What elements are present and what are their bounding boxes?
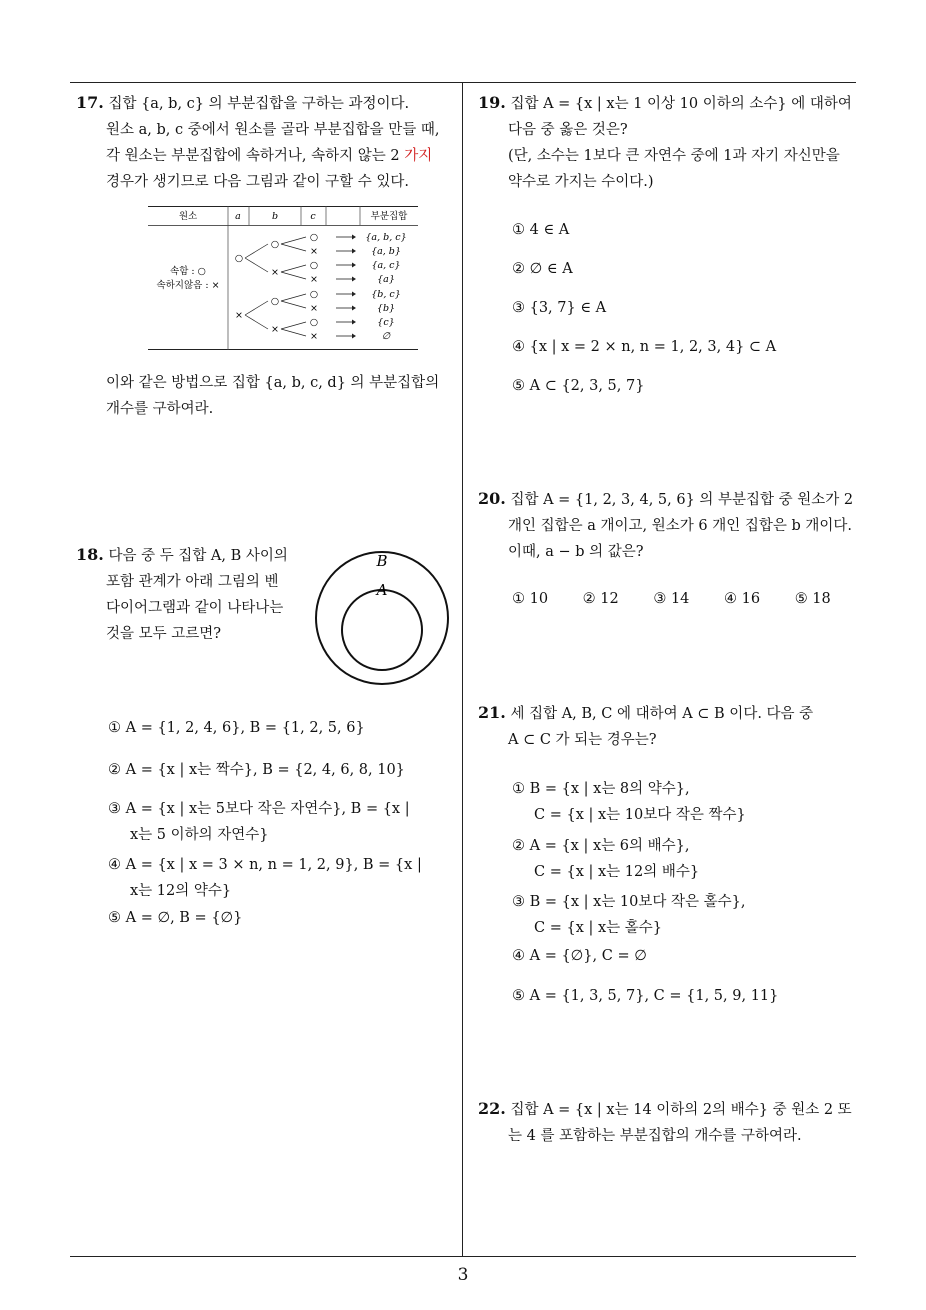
svg-text:○: ○ bbox=[309, 260, 319, 271]
question-19 bbox=[478, 90, 863, 195]
subset-label: {a, c} bbox=[371, 260, 401, 271]
tree-header: c bbox=[310, 211, 316, 222]
question-text: 원소 a, b, c 중에서 원소를 골라 부분집합을 만들 때, bbox=[106, 122, 440, 138]
question-20 bbox=[478, 486, 863, 565]
q21-option-4[interactable]: ④ A = {∅}, C = ∅ bbox=[512, 948, 647, 964]
question-text: 집합 A = {x | x는 14 이하의 2의 배수} 중 원소 2 또 bbox=[510, 1102, 852, 1118]
tree-header: b bbox=[271, 211, 279, 222]
subset-label: {a, b, c} bbox=[365, 232, 407, 243]
subset-label: ∅ bbox=[381, 331, 391, 342]
option-line: C = {x | x는 10보다 작은 짝수} bbox=[534, 807, 746, 823]
question-22 bbox=[478, 1096, 863, 1149]
tree-legend: 속함 : ○ bbox=[170, 266, 206, 277]
q20-option-3[interactable]: ③ 14 bbox=[653, 591, 690, 607]
svg-text:○: ○ bbox=[270, 239, 280, 250]
question-text: 것을 모두 고르면? bbox=[106, 626, 222, 642]
option-line: ① B = {x | x는 8의 약수}, bbox=[512, 781, 690, 797]
svg-text:×: × bbox=[310, 303, 318, 314]
question-18 bbox=[76, 542, 306, 647]
question-text: 약수로 가지는 수이다.) bbox=[508, 174, 654, 190]
q19-option-1[interactable]: ① 4 ∈ A bbox=[512, 222, 570, 238]
svg-text:×: × bbox=[310, 331, 318, 342]
question-text: 집합 A = {x | x는 1 이상 10 이하의 소수} 에 대하여 bbox=[510, 96, 852, 112]
subset-label: {b, c} bbox=[371, 289, 401, 300]
option-line: C = {x | x는 12의 배수} bbox=[534, 864, 700, 880]
q18-option-2[interactable]: ② A = {x | x는 짝수}, B = {2, 4, 6, 8, 10} bbox=[108, 762, 405, 778]
svg-text:×: × bbox=[235, 310, 243, 321]
top-rule bbox=[70, 82, 856, 83]
subset-label: {a, b} bbox=[371, 246, 401, 257]
q20-options bbox=[512, 591, 861, 607]
q20-option-4[interactable]: ④ 16 bbox=[724, 591, 761, 607]
svg-text:○: ○ bbox=[309, 289, 319, 300]
subset-tree-figure bbox=[148, 206, 418, 352]
question-text: 이와 같은 방법으로 집합 {a, b, c, d} 의 부분집합의 bbox=[106, 375, 440, 391]
subset-label: {c} bbox=[377, 317, 395, 328]
question-17 bbox=[76, 90, 461, 195]
tree-legend: 속하지않음 : × bbox=[156, 280, 220, 291]
q19-option-3[interactable]: ③ {3, 7} ∈ A bbox=[512, 300, 607, 316]
bottom-rule bbox=[70, 1256, 856, 1257]
svg-text:×: × bbox=[310, 246, 318, 257]
page-number: 3 bbox=[457, 1265, 469, 1285]
q20-option-2[interactable]: ② 12 bbox=[582, 591, 619, 607]
tree-header: a bbox=[235, 211, 241, 222]
highlight-word: 가지 bbox=[404, 148, 433, 164]
q20-option-5[interactable]: ⑤ 18 bbox=[794, 591, 831, 607]
question-text: 포함 관계가 아래 그림의 벤 bbox=[106, 574, 279, 590]
option-line: ③ A = {x | x는 5보다 작은 자연수}, B = {x | bbox=[108, 801, 410, 817]
q19-option-5[interactable]: ⑤ A ⊂ {2, 3, 5, 7} bbox=[512, 378, 645, 394]
svg-text:○: ○ bbox=[234, 253, 244, 264]
tree-header: 부분집합 bbox=[370, 211, 408, 222]
question-17-followup bbox=[106, 370, 461, 422]
question-text: 세 집합 A, B, C 에 대하여 A ⊂ B 이다. 다음 중 bbox=[510, 706, 814, 722]
question-text: 개수를 구하여라. bbox=[106, 401, 214, 417]
question-text: 는 4 를 포함하는 부분집합의 개수를 구하여라. bbox=[508, 1128, 802, 1144]
question-number: 20. bbox=[478, 489, 506, 508]
option-line: ② A = {x | x는 6의 배수}, bbox=[512, 838, 690, 854]
svg-text:○: ○ bbox=[309, 232, 319, 243]
option-line: x는 12의 약수} bbox=[130, 883, 232, 899]
question-text: 이때, a − b 의 값은? bbox=[508, 544, 644, 560]
question-number: 21. bbox=[478, 703, 506, 722]
question-text: 집합 {a, b, c} 의 부분집합을 구하는 과정이다. bbox=[108, 96, 410, 112]
subset-label: {a} bbox=[377, 274, 395, 285]
venn-diagram bbox=[314, 550, 454, 690]
option-line: ④ A = {x | x = 3 × n, n = 1, 2, 9}, B = {x | bbox=[108, 857, 422, 873]
question-text: 다음 중 옳은 것은? bbox=[508, 122, 628, 138]
q18-option-1[interactable]: ① A = {1, 2, 4, 6}, B = {1, 2, 5, 6} bbox=[108, 720, 365, 736]
question-text: 경우가 생기므로 다음 그림과 같이 구할 수 있다. bbox=[106, 174, 410, 190]
question-text: A ⊂ C 가 되는 경우는? bbox=[508, 732, 657, 748]
option-line: x는 5 이하의 자연수} bbox=[130, 827, 269, 843]
question-text: 다음 중 두 집합 A, B 사이의 bbox=[108, 548, 288, 564]
q21-option-3[interactable] bbox=[512, 889, 745, 941]
question-text: 다이어그램과 같이 나타나는 bbox=[106, 600, 284, 616]
svg-text:×: × bbox=[271, 324, 279, 335]
column-divider bbox=[462, 82, 463, 1256]
question-text: 집합 A = {1, 2, 3, 4, 5, 6} 의 부분집합 중 원소가 2 bbox=[510, 492, 854, 508]
question-text: (단, 소수는 1보다 큰 자연수 중에 1과 자기 자신만을 bbox=[508, 148, 840, 164]
q20-option-1[interactable]: ① 10 bbox=[512, 591, 549, 607]
q21-option-2[interactable] bbox=[512, 833, 699, 885]
option-line: ③ B = {x | x는 10보다 작은 홀수}, bbox=[512, 894, 746, 910]
question-text: 각 원소는 부분집합에 속하거나, 속하지 않는 2 bbox=[106, 148, 400, 164]
question-number: 22. bbox=[478, 1099, 506, 1118]
q21-option-1[interactable] bbox=[512, 776, 746, 828]
question-21 bbox=[478, 700, 863, 753]
svg-text:×: × bbox=[271, 267, 279, 278]
option-line: C = {x | x는 홀수} bbox=[534, 920, 663, 936]
subset-label: {b} bbox=[376, 303, 396, 314]
question-text: 개인 집합은 a 개이고, 원소가 6 개인 집합은 b 개이다. bbox=[508, 518, 852, 534]
q18-option-3[interactable] bbox=[108, 796, 410, 848]
svg-text:○: ○ bbox=[309, 317, 319, 328]
venn-label-a: A bbox=[376, 581, 388, 599]
tree-header: 원소 bbox=[178, 211, 198, 222]
venn-label-b: B bbox=[376, 552, 388, 570]
question-number: 17. bbox=[76, 93, 104, 112]
q19-option-4[interactable]: ④ {x | x = 2 × n, n = 1, 2, 3, 4} ⊂ A bbox=[512, 339, 777, 355]
svg-text:○: ○ bbox=[270, 296, 280, 307]
q18-option-5[interactable]: ⑤ A = ∅, B = {∅} bbox=[108, 910, 243, 926]
question-number: 18. bbox=[76, 545, 104, 564]
q21-option-5[interactable]: ⑤ A = {1, 3, 5, 7}, C = {1, 5, 9, 11} bbox=[512, 988, 779, 1004]
question-number: 19. bbox=[478, 93, 506, 112]
q19-option-2[interactable]: ② ∅ ∈ A bbox=[512, 261, 573, 277]
svg-text:×: × bbox=[310, 274, 318, 285]
q18-option-4[interactable] bbox=[108, 852, 422, 904]
